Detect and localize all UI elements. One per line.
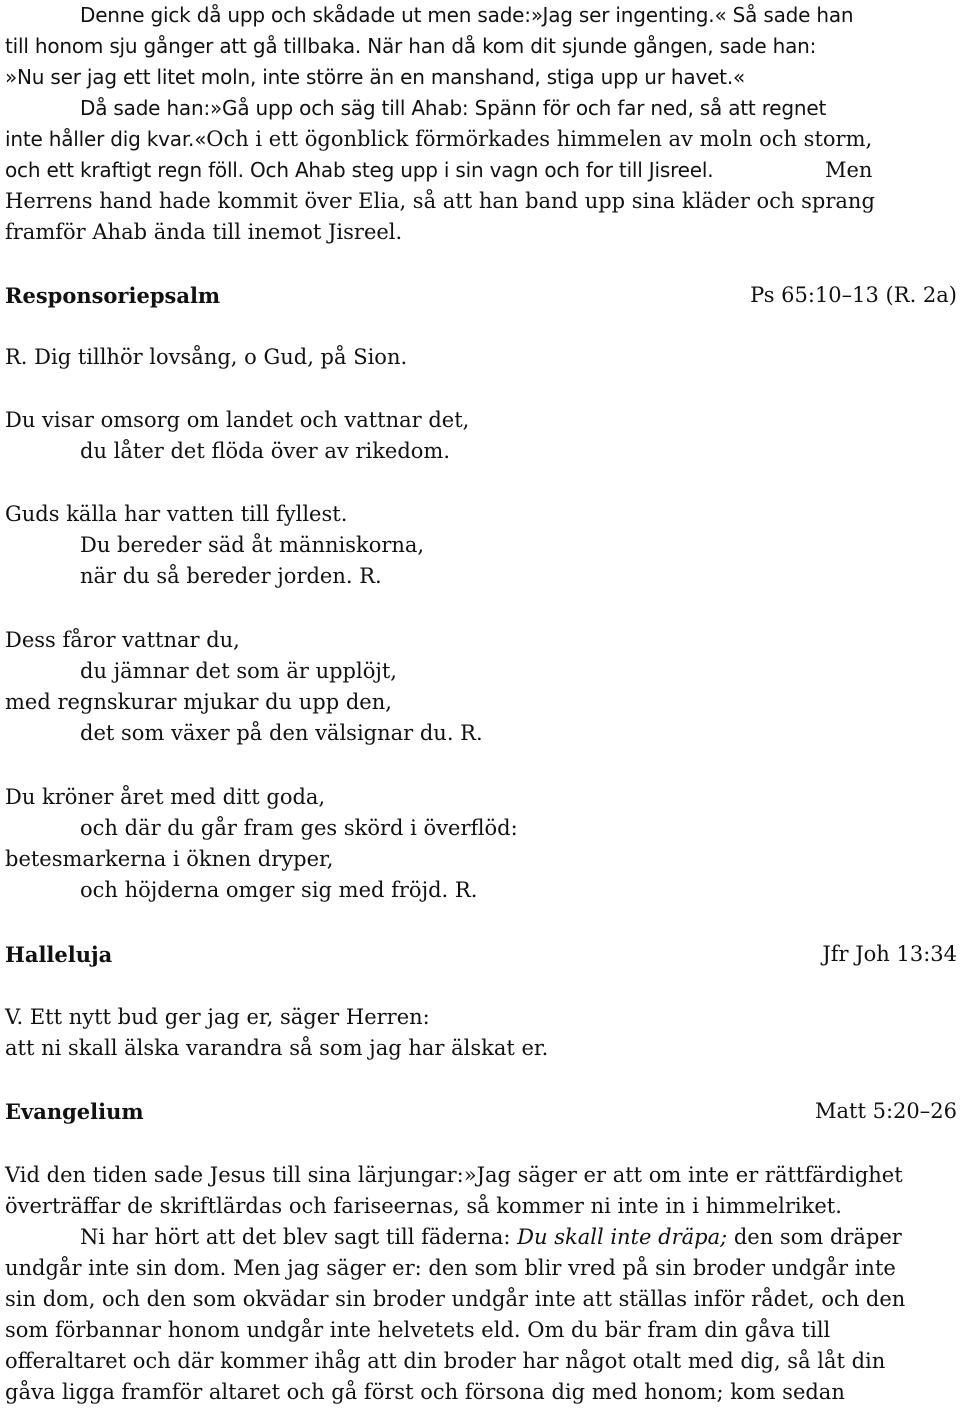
gospel-line: överträffar de skriftlärdas och fariseernas, så kommer ni inte in i himmelriket. — [5, 1194, 842, 1218]
gospel-heading: Evangelium — [5, 1099, 144, 1124]
reading-line: »Nu ser jag ett litet moln, inte större än en manshand, stiga upp ur havet.« — [5, 65, 746, 89]
reading-line-part: Men — [825, 158, 873, 182]
halleluja-reference: Jfr Joh 13:34 — [822, 942, 957, 966]
psalm-verse-line: Dess fåror vattnar du, — [5, 628, 240, 652]
psalm-verse-line: med regnskurar mjukar du upp den, — [5, 690, 392, 714]
psalm-response: R. Dig tillhör lovsång, o Gud, på Sion. — [5, 345, 408, 369]
psalm-verse-line: Du visar omsorg om landet och vattnar det, — [5, 408, 470, 432]
gospel-reference: Matt 5:20–26 — [815, 1099, 957, 1123]
psalm-verse-line: du jämnar det som är upplöjt, — [80, 659, 397, 683]
halleluja-line: att ni skall älska varandra så som jag har älskat er. — [5, 1036, 549, 1060]
psalm-verse-line: Guds källa har vatten till fyllest. — [5, 502, 348, 526]
gospel-line-part: den som dräper — [733, 1225, 902, 1249]
gospel-line: gåva ligga framför altaret och gå först och försona dig med honom; kom sedan — [5, 1380, 845, 1404]
gospel-line — [80, 1222, 902, 1253]
reading-line: Då sade han:»Gå upp och säg till Ahab: Spänn för och far ned, så att regnet — [80, 96, 827, 120]
halleluja-heading: Halleluja — [5, 942, 113, 967]
psalm-verse-line: när du så bereder jorden. R. — [80, 564, 382, 588]
psalm-verse-line: och där du går fram ges skörd i överflöd: — [80, 816, 518, 840]
gospel-line: undgår inte sin dom. Men jag säger er: den som blir vred på sin broder undgår inte — [5, 1256, 896, 1280]
gospel-line-part: Ni har hört att det blev sagt till fäderna: — [80, 1225, 511, 1249]
gospel-line: offeraltaret och där kommer ihåg att din broder har något otalt med dig, så låt din — [5, 1349, 886, 1373]
gospel-line: Vid den tiden sade Jesus till sina lärjungar:»Jag säger er att om inte er rättfärdighet — [5, 1163, 903, 1187]
gospel-line: som förbannar honom undgår inte helvetets eld. Om du bär fram din gåva till — [5, 1318, 831, 1342]
psalm-verse-line: du låter det flöda över av rikedom. — [80, 439, 451, 463]
reading-line: Herrens hand hade kommit över Elia, så att han band upp sina kläder och sprang — [5, 189, 875, 213]
psalm-verse-line: betesmarkerna i öknen dryper, — [5, 847, 334, 871]
psalm-heading: Responsoriepsalm — [5, 283, 221, 308]
reading-line: till honom sju gånger att gå tillbaka. När han då kom dit sjunde gången, sade han: — [5, 34, 817, 58]
gospel-line: sin dom, och den som okvädar sin broder undgår inte att ställas inför rådet, och den — [5, 1287, 906, 1311]
psalm-verse-line: det som växer på den välsignar du. R. — [80, 721, 483, 745]
reading-line: framför Ahab ända till inemot Jisreel. — [5, 220, 403, 244]
reading-line-part: och ett kraftigt regn föll. Och Ahab steg upp i sin vagn och for till Jisreel. — [5, 158, 714, 182]
psalm-verse-line: och höjderna omger sig med fröjd. R. — [80, 878, 478, 902]
reading-line — [5, 124, 872, 155]
psalm-verse-line: Du bereder säd åt människorna, — [80, 533, 425, 557]
reading-line: Denne gick då upp och skådade ut men sade:»Jag ser ingenting.« Så sade han — [80, 3, 854, 27]
psalm-reference: Ps 65:10–13 (R. 2a) — [750, 283, 957, 307]
reading-line-part: Och i ett ögonblick förmörkades himmelen av moln och storm, — [206, 127, 873, 151]
reading-line — [5, 155, 713, 186]
gospel-quote: Du skall inte dräpa; — [517, 1225, 728, 1249]
psalm-verse-line: Du kröner året med ditt goda, — [5, 785, 326, 809]
halleluja-line: V. Ett nytt bud ger jag er, säger Herren: — [5, 1005, 430, 1029]
reading-line-part: inte håller dig kvar.« — [5, 127, 207, 151]
